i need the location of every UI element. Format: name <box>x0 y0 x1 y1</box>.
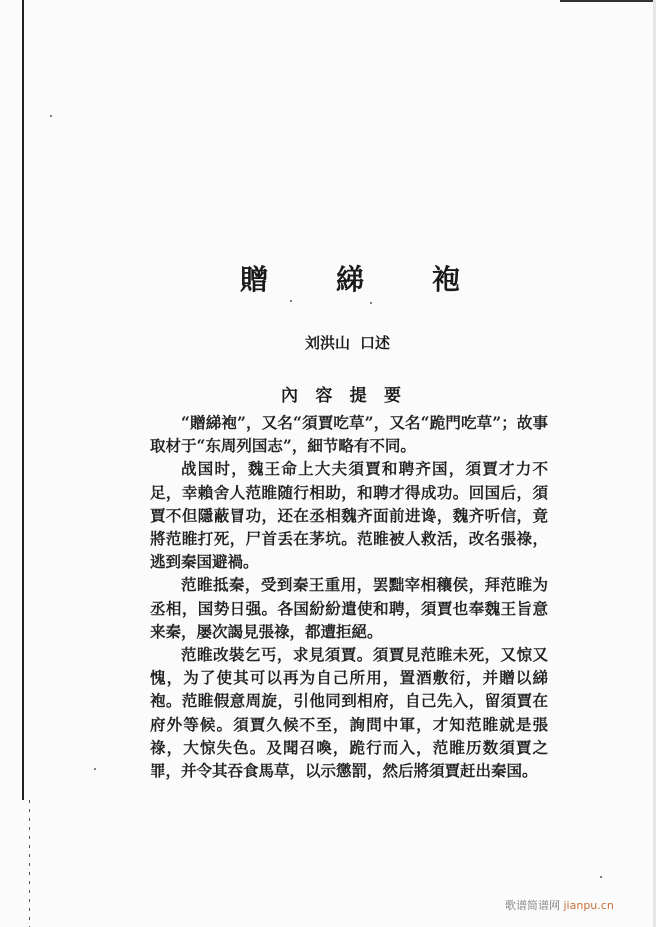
heading-char: 要 <box>383 386 401 406</box>
page-title <box>240 258 460 298</box>
byline <box>305 332 390 353</box>
paragraph: 战国时，魏王命上大夫須賈和聘齐国，須賈才力不足，幸賴舍人范睢随行相助，和聘才得成功。回国后，須賈不但隱蔽冒功，还在丞相魏齐面前进谗，魏齐听信，竟將范睢打死，尸首丢在茅坑。范睢被人救活，改名張祿，逃到秦国避禍。 <box>150 459 548 572</box>
title-char: 贈 <box>240 263 269 296</box>
scan-speck <box>290 300 292 302</box>
title-char: 袍 <box>431 263 460 296</box>
section-heading <box>281 381 401 406</box>
binding-edge-dots <box>29 800 30 927</box>
synopsis-body <box>150 411 548 782</box>
scan-speck <box>370 302 372 304</box>
scan-speck <box>94 768 96 770</box>
watermark <box>505 897 614 913</box>
scan-speck <box>600 876 602 878</box>
heading-char: 內 <box>281 386 298 406</box>
paragraph: 范睢改裝乞丐，求見須賈。須賈見范睢未死，又惊又愧，为了使其可以再为自己所用，置酒敷衍，并贈以綈袍。范睢假意周旋，引他同到相府，自己先入，留須賈在府外等候。須賈久候不至，詢問中軍，才知范睢就是張祿，大惊失色。及聞召喚，跪行而入，范睢历数須賈之罪，并令其吞食馬草，以示懲罰，然后將須賈赶出秦国。 <box>150 645 548 781</box>
author-name: 刘洪山 <box>305 334 351 352</box>
paragraph: “贈綈袍”，又名“須賈吃草”，又名“跪門吃草”；故事取材于“东周列国志”，細节略有不同。 <box>150 413 548 456</box>
scan-speck <box>50 115 52 117</box>
binding-edge-line <box>22 0 24 800</box>
title-char: 綈 <box>335 263 364 296</box>
heading-char: 提 <box>349 386 367 406</box>
watermark-text: 歌谱简谱网 <box>505 899 560 912</box>
author-role: 口述 <box>360 334 391 352</box>
paragraph: 范睢抵秦，受到秦王重用，罢黜宰相穰侯，拜范睢为丞相，国势日强。各国紛紛遣使和聘，須賈也奉魏王旨意来秦，屡次謁見張祿，都遭拒絕。 <box>150 575 548 641</box>
watermark-site: jianpu.cn <box>563 899 614 912</box>
page-top-edge <box>560 0 656 2</box>
heading-char: 容 <box>315 386 333 406</box>
